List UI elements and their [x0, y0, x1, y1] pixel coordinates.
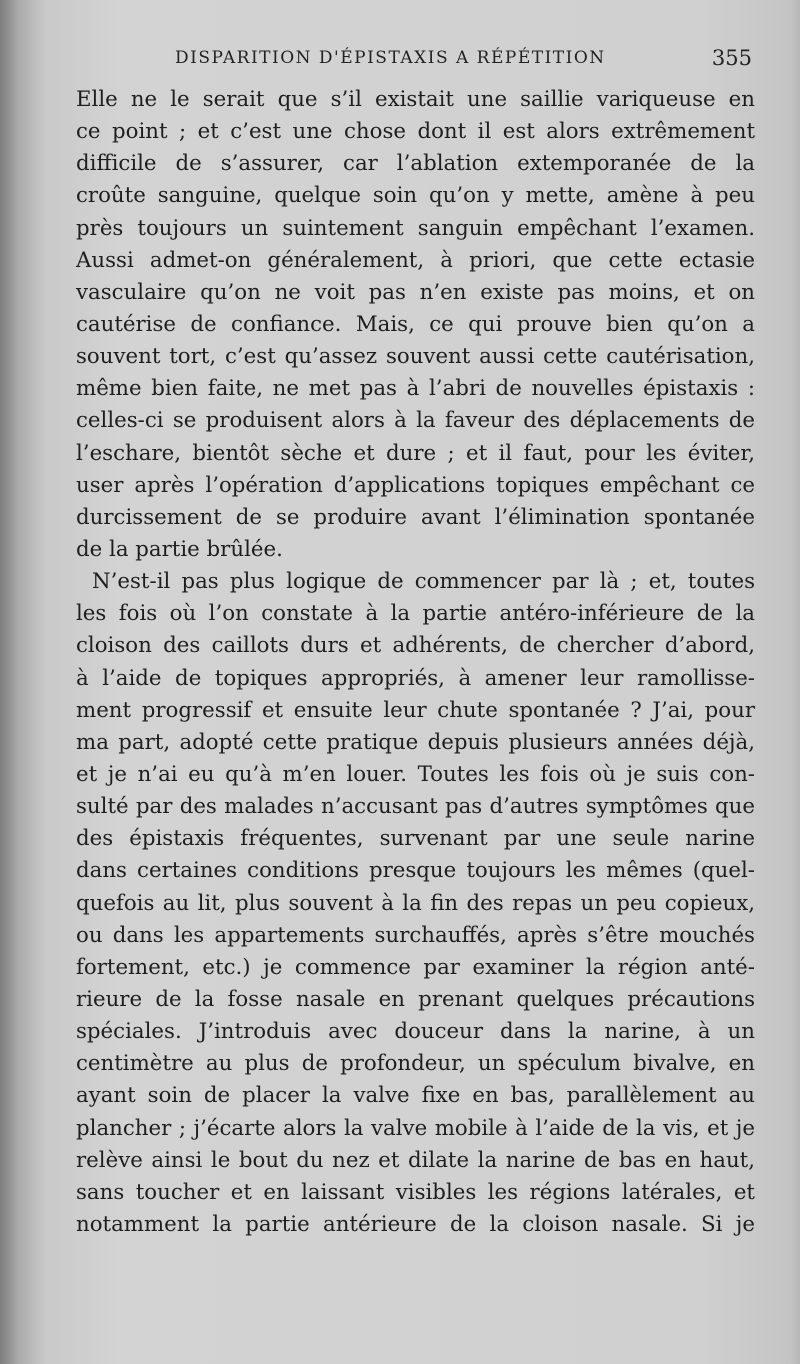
- text-line: fortement, etc.) je commence par examiner la région anté-: [76, 954, 755, 980]
- text-line: sulté par des malades n’accusant pas d’autres symptômes que: [76, 794, 755, 820]
- text-line: sans toucher et en laissant visibles les régions latérales, et: [76, 1179, 755, 1205]
- text-line: celles-ci se produisent alors à la faveur des déplacements de: [76, 408, 755, 434]
- text-line: l’eschare, bientôt sèche et dure ; et il faut, pour les éviter,: [76, 440, 755, 466]
- text-line: cloison des caillots durs et adhérents, de chercher d’abord,: [76, 633, 755, 659]
- text-line: ce point ; et c’est une chose dont il est alors extrêmement: [76, 119, 755, 145]
- text-line: à l’aide de topiques appropriés, à amener leur ramollisse-: [76, 665, 755, 691]
- text-line: ma part, adopté cette pratique depuis plusieurs années déjà,: [76, 729, 755, 755]
- text-line: rieure de la fosse nasale en prenant quelques précautions: [76, 986, 755, 1012]
- text-line: N’est-il pas plus logique de commencer par là ; et, toutes: [92, 569, 755, 595]
- text-line: de la partie brûlée.: [76, 536, 283, 562]
- text-line: souvent tort, c’est qu’assez souvent aussi cette cautérisation,: [76, 344, 755, 370]
- text-line: centimètre au plus de profondeur, un spéculum bivalve, en: [76, 1051, 755, 1077]
- text-line: spéciales. J’introduis avec douceur dans la narine, à un: [76, 1019, 755, 1045]
- text-line: difficile de s’assurer, car l’ablation extemporanée de la: [76, 151, 755, 177]
- text-line: croûte sanguine, quelque soin qu’on y mette, amène à peu: [76, 183, 755, 209]
- page-header: [175, 40, 752, 76]
- text-line: dans certaines conditions presque toujours les mêmes (quel-: [76, 858, 755, 884]
- text-line: plancher ; j’écarte alors la valve mobile à l’aide de la vis, et je: [76, 1115, 755, 1141]
- running-title: DISPARITION D'ÉPISTAXIS A RÉPÉTITION: [175, 48, 606, 68]
- text-line: durcissement de se produire avant l’élimination spontanée: [76, 504, 755, 530]
- text-line: et je n’ai eu qu’à m’en louer. Toutes les fois où je suis con-: [76, 761, 755, 787]
- text-line: notamment la partie antérieure de la cloison nasale. Si je: [76, 1211, 755, 1237]
- text-line: cautérise de confiance. Mais, ce qui prouve bien qu’on a: [76, 311, 755, 337]
- text-line: des épistaxis fréquentes, survenant par une seule narine: [76, 826, 755, 852]
- text-line: vasculaire qu’on ne voit pas n’en existe pas moins, et on: [76, 279, 755, 305]
- text-line: Elle ne le serait que s’il existait une saillie variqueuse en: [76, 87, 755, 112]
- text-line: ment progressif et ensuite leur chute spontanée ? J’ai, pour: [76, 697, 755, 723]
- text-line: ou dans les appartements surchauffés, après s’être mouchés: [76, 922, 755, 948]
- text-line: même bien faite, ne met pas à l’abri de nouvelles épistaxis :: [76, 376, 755, 402]
- text-line: ayant soin de placer la valve fixe en bas, parallèlement au: [76, 1083, 755, 1109]
- text-line: les fois où l’on constate à la partie antéro-inférieure de la: [76, 601, 755, 627]
- body-text: [76, 84, 755, 1241]
- text-line: user après l’opération d’applications topiques empêchant ce: [76, 472, 755, 498]
- text-line: Aussi admet-on généralement, à priori, que cette ectasie: [76, 247, 755, 273]
- text-line: quefois au lit, plus souvent à la fin des repas un peu copieux,: [76, 890, 755, 916]
- text-line: relève ainsi le bout du nez et dilate la narine de bas en haut,: [76, 1147, 755, 1173]
- page-number: 355: [711, 46, 752, 70]
- text-line: près toujours un suintement sanguin empêchant l’examen.: [76, 215, 755, 241]
